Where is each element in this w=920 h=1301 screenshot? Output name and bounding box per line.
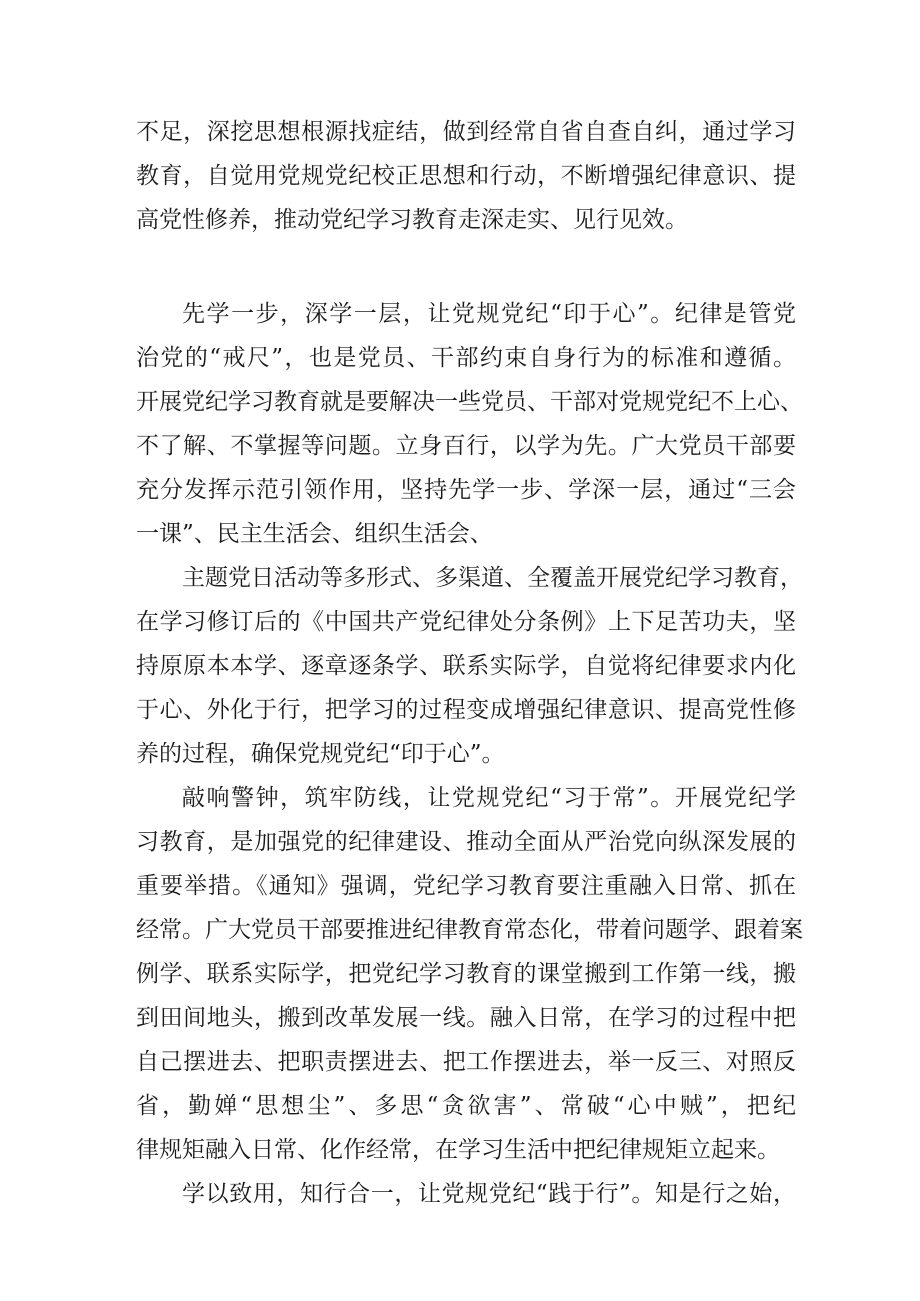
text-line: 省，勤婵“思想尘”、多思“贪欲害”、常破“心中贼”，把纪 [136, 1093, 796, 1119]
text-line: 学以致用，知行合一，让党规党纪“践于行”。知是行之始， [182, 1181, 796, 1207]
text-line: 不了解、不掌握等问题。立身百行，以学为先。广大党员干部要 [136, 433, 796, 459]
text-line: 习教育，是加强党的纪律建设、推动全面从严治党向纵深发展的 [136, 829, 796, 855]
text-line: 在学习修订后的《中国共产党纪律处分条例》上下足苦功夫，坚 [136, 609, 796, 635]
text-line: 教育，自觉用党规党纪校正思想和行动，不断增强纪律意识、提 [136, 163, 796, 189]
text-line: 经常。广大党员干部要推进纪律教育常态化，带着问题学、跟着案 [136, 917, 803, 943]
text-line: 律规矩融入日常、化作经常，在学习生活中把纪律规矩立起来。 [136, 1137, 780, 1163]
text-line: 自己摆进去、把职责摆进去、把工作摆进去，举一反三、对照反 [136, 1049, 796, 1075]
text-line: 养的过程，确保党规党纪“印于心”。 [136, 741, 505, 767]
text-line: 先学一步，深学一层，让党规党纪“印于心”。纪律是管党 [182, 301, 796, 327]
text-line: 敲响警钟，筑牢防线，让党规党纪“习于常”。开展党纪学 [182, 785, 796, 811]
text-line: 一课”、民主生活会、组织生活会、 [136, 521, 493, 547]
text-line: 持原原本本学、逐章逐条学、联系实际学，自觉将纪律要求内化 [136, 653, 796, 679]
text-line: 于心、外化于行，把学习的过程变成增强纪律意识、提高党性修 [136, 697, 796, 723]
text-line: 例学、联系实际学，把党纪学习教育的课堂搬到工作第一线，搬 [136, 961, 796, 987]
text-line: 高党性修养，推动党纪学习教育走深走实、见行见效。 [136, 207, 688, 233]
text-line: 治党的“戒尺”，也是党员、干部约束自身行为的标准和遵循。 [136, 345, 796, 371]
text-line: 不足，深挖思想根源找症结，做到经常自省自查自纠，通过学习 [136, 119, 796, 145]
text-line: 到田间地头，搬到改革发展一线。融入日常，在学习的过程中把 [136, 1005, 796, 1031]
text-line: 重要举措。《通知》强调，党纪学习教育要注重融入日常、抓在 [136, 873, 796, 899]
text-line: 主题党日活动等多形式、多渠道、全覆盖开展党纪学习教育， [182, 565, 803, 591]
text-line: 开展党纪学习教育就是要解决一些党员、干部对党规党纪不上心、 [136, 389, 803, 415]
text-line: 充分发挥示范引领作用，坚持先学一步、学深一层，通过“三会 [136, 477, 796, 503]
